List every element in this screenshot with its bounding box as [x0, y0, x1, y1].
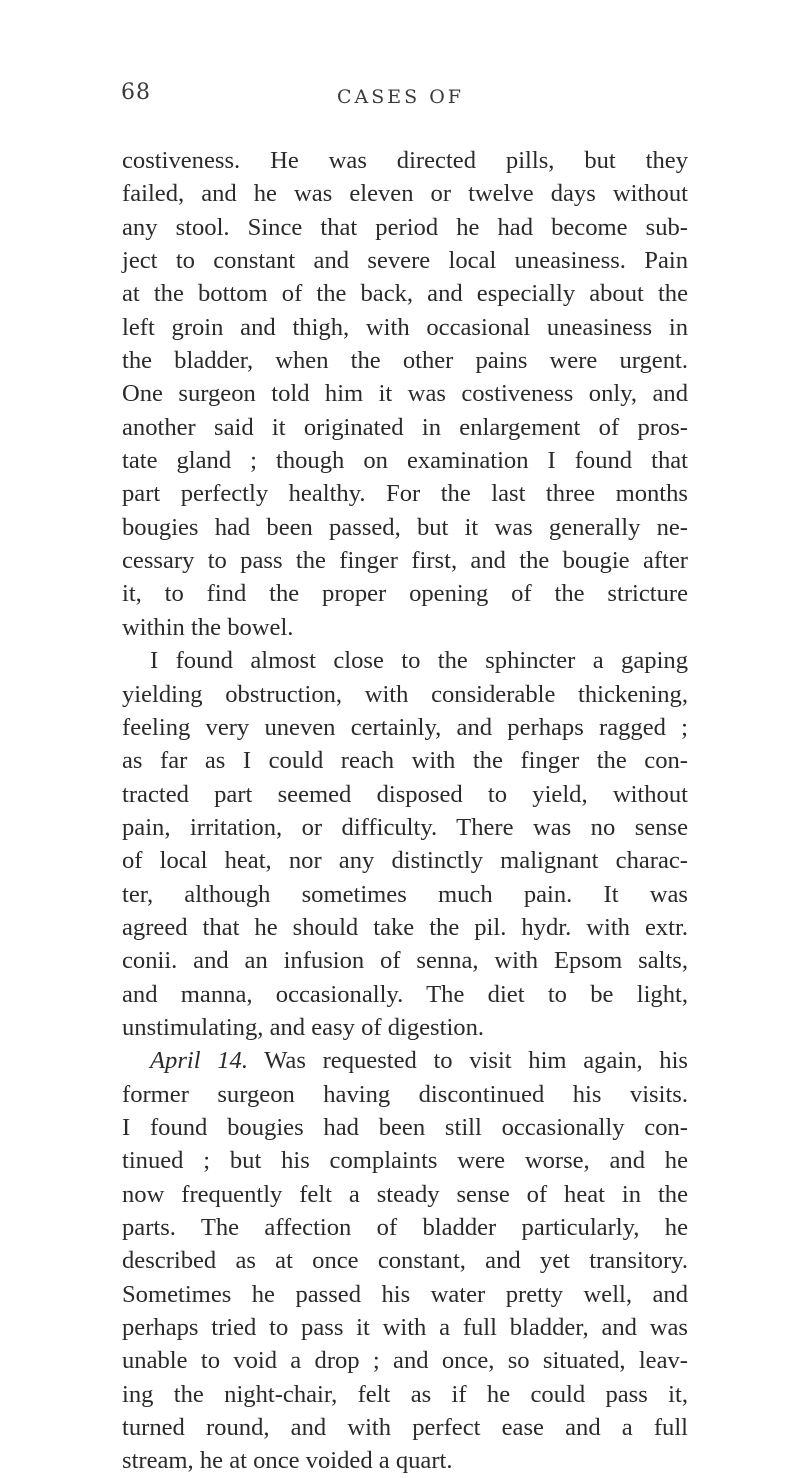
- text-line: it, to find the proper opening of the stricture: [122, 580, 688, 608]
- text-line: any stool. Since that period he had become sub-: [122, 213, 688, 241]
- text-line: unstimulating, and easy of digestion.: [122, 1013, 485, 1041]
- text-line: described as at once constant, and yet transitory.: [122, 1247, 688, 1275]
- text-line: tinued ; but his complaints were worse, and he: [122, 1147, 688, 1175]
- text-line: turned round, and with perfect ease and a full: [122, 1414, 688, 1442]
- text-line: part perfectly healthy. For the last three months: [122, 480, 688, 508]
- text-line: at the bottom of the back, and especially about the: [122, 280, 688, 308]
- text-line: [122, 1044, 688, 1077]
- text-line: another said it originated in enlargement of pros-: [122, 413, 688, 441]
- text-line: costiveness. He was directed pills, but they: [122, 147, 688, 174]
- running-title: CASES OF: [337, 86, 464, 108]
- text-line-rest: Was requested to visit him again, his: [247, 1047, 688, 1075]
- text-line: unable to void a drop ; and once, so situated, leav-: [122, 1347, 688, 1375]
- text-line: I found bougies had been still occasionally con-: [122, 1113, 688, 1141]
- text-line: ing the night-chair, felt as if he could pass it,: [122, 1380, 688, 1408]
- text-line: bougies had been passed, but it was generally ne-: [122, 513, 688, 541]
- text-line: cessary to pass the finger first, and the bougie after: [122, 547, 688, 575]
- text-line: left groin and thigh, with occasional uneasiness in: [122, 313, 688, 341]
- text-line: the bladder, when the other pains were urgent.: [122, 347, 688, 375]
- text-line: One surgeon told him it was costiveness only, and: [122, 380, 688, 408]
- text-line: former surgeon having discontinued his visits.: [122, 1080, 688, 1108]
- text-line: within the bowel.: [122, 613, 294, 641]
- text-line: tate gland ; though on examination I found that: [122, 447, 688, 475]
- text-line: tracted part seemed disposed to yield, without: [122, 780, 688, 808]
- text-line: Sometimes he passed his water pretty well, and: [122, 1280, 688, 1308]
- text-line: I found almost close to the sphincter a gaping: [150, 647, 688, 675]
- text-line: failed, and he was eleven or twelve days without: [122, 180, 688, 208]
- text-line: of local heat, nor any distinctly malignant charac-: [122, 847, 688, 875]
- text-line: yielding obstruction, with considerable thickening,: [122, 680, 688, 708]
- text-line: ter, although sometimes much pain. It was: [122, 880, 688, 908]
- text-line: agreed that he should take the pil. hydr. with extr.: [122, 913, 688, 941]
- entry-date: April 14.: [150, 1047, 248, 1075]
- text-line: now frequently felt a steady sense of heat in the: [122, 1180, 688, 1208]
- text-line: feeling very uneven certainly, and perhaps ragged ;: [122, 713, 688, 741]
- text-line: perhaps tried to pass it with a full bladder, and was: [122, 1314, 688, 1342]
- body-text: [122, 144, 688, 1478]
- text-line: conii. and an infusion of senna, with Epsom salts,: [122, 947, 688, 975]
- text-line: pain, irritation, or difficulty. There was no sense: [122, 813, 688, 841]
- text-line: parts. The affection of bladder particularly, he: [122, 1214, 688, 1241]
- text-line: as far as I could reach with the finger the con-: [122, 747, 688, 775]
- text-line: and manna, occasionally. The diet to be light,: [122, 980, 688, 1008]
- text-line: ject to constant and severe local uneasiness. Pain: [122, 247, 688, 275]
- text-line: stream, he at once voided a quart.: [122, 1447, 453, 1475]
- page-number: 68: [121, 80, 151, 105]
